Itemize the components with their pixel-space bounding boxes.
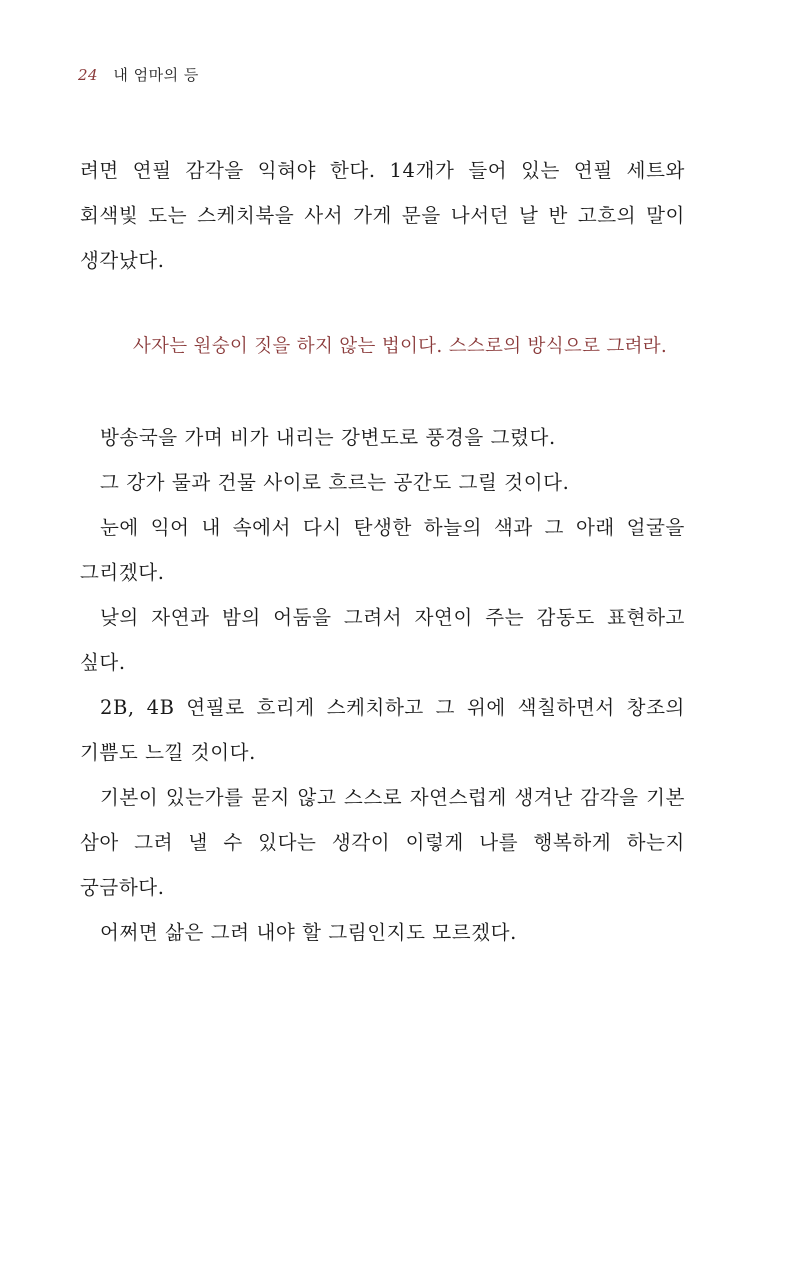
pull-quote: 사자는 원숭이 짓을 하지 않는 법이다. 스스로의 방식으로 그려라. xyxy=(132,336,668,357)
paragraph: 낮의 자연과 밤의 어둠을 그려서 자연이 주는 감동도 표현하고 싶다. xyxy=(80,606,685,674)
opening-paragraph: 려면 연필 감각을 익혀야 한다. 14개가 들어 있는 연필 세트와 회색빛 도는 스케치북을 사서 가게 문을 나서던 날 반 고흐의 말이 생각났다. xyxy=(80,159,685,272)
paragraph: 기본이 있는가를 묻지 않고 스스로 자연스럽게 생겨난 감각을 기본 삼아 그려 낼 수 있다는 생각이 이렇게 나를 행복하게 하는지 궁금하다. xyxy=(80,786,685,899)
page-number: 24 xyxy=(78,66,99,84)
paragraph: 방송국을 가며 비가 내리는 강변도로 풍경을 그렸다. xyxy=(100,426,556,449)
body-paragraphs xyxy=(80,415,685,955)
paragraph: 어쩌면 삶은 그려 내야 할 그림인지도 모르겠다. xyxy=(100,921,517,944)
paragraph: 그 강가 물과 건물 사이로 흐르는 공간도 그릴 것이다. xyxy=(100,471,570,494)
paragraph: 눈에 익어 내 속에서 다시 탄생한 하늘의 색과 그 아래 얼굴을 그리겠다. xyxy=(80,516,685,584)
opening-paragraph-block xyxy=(80,148,685,283)
running-header xyxy=(78,64,199,85)
book-title: 내 엄마의 등 xyxy=(113,66,199,84)
paragraph: 2B, 4B 연필로 흐리게 스케치하고 그 위에 색칠하면서 창조의 기쁨도 느낄 것이다. xyxy=(80,696,685,764)
